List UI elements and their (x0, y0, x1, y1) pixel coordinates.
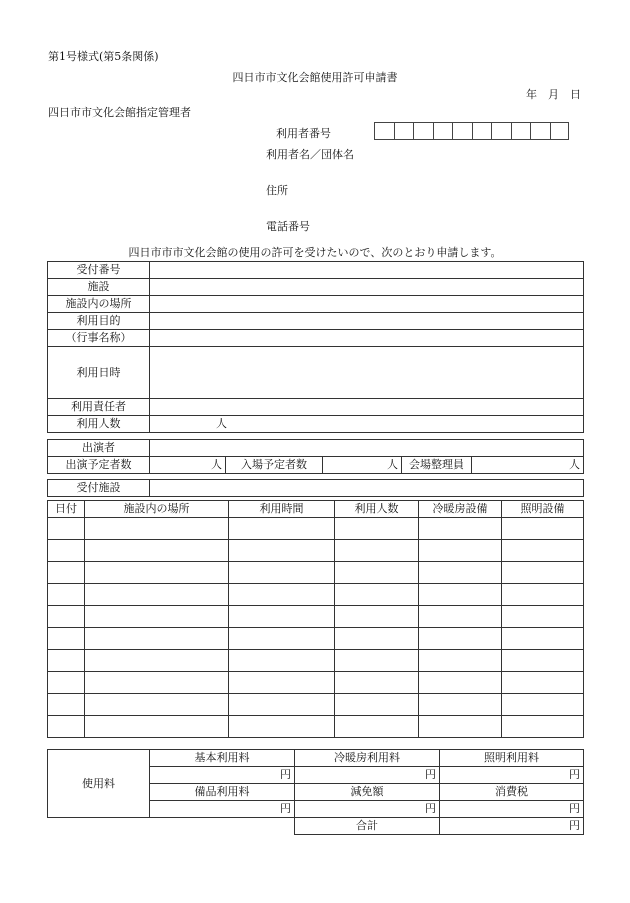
digit-box[interactable] (374, 122, 394, 140)
digit-box[interactable] (472, 122, 492, 140)
schedule-cell[interactable] (419, 650, 502, 672)
digit-box[interactable] (452, 122, 472, 140)
table-row (48, 606, 584, 628)
header-lighting: 照明設備 (502, 501, 584, 518)
reception-facility-cell[interactable] (150, 480, 584, 497)
schedule-cell[interactable] (502, 584, 584, 606)
table-row (48, 694, 584, 716)
schedule-cell[interactable] (85, 628, 229, 650)
user-name-label: 利用者名／団体名 (266, 148, 354, 161)
row-label: 施設内の場所 (48, 296, 150, 313)
planned-visitors-cell[interactable]: 人 (323, 457, 402, 474)
schedule-cell[interactable] (229, 716, 335, 738)
schedule-cell[interactable] (502, 650, 584, 672)
schedule-cell[interactable] (48, 584, 85, 606)
facility-cell[interactable] (150, 279, 584, 296)
tax-label: 消費税 (440, 784, 584, 801)
schedule-cell[interactable] (419, 518, 502, 540)
schedule-cell[interactable] (335, 716, 419, 738)
table-row (48, 562, 584, 584)
digit-box[interactable] (530, 122, 550, 140)
schedule-cell[interactable] (229, 606, 335, 628)
schedule-cell[interactable] (48, 562, 85, 584)
schedule-cell[interactable] (502, 606, 584, 628)
digit-box[interactable] (550, 122, 570, 140)
place-cell[interactable] (150, 296, 584, 313)
schedule-cell[interactable] (48, 606, 85, 628)
schedule-cell[interactable] (48, 540, 85, 562)
schedule-cell[interactable] (419, 562, 502, 584)
schedule-cell[interactable] (335, 650, 419, 672)
schedule-cell[interactable] (85, 540, 229, 562)
basic-fee-label: 基本利用料 (150, 750, 295, 767)
equipment-fee-label: 備品利用料 (150, 784, 295, 801)
row-label: 利用人数 (48, 416, 150, 433)
schedule-cell[interactable] (502, 716, 584, 738)
discount-label: 減免額 (295, 784, 440, 801)
schedule-cell[interactable] (229, 628, 335, 650)
table-row (48, 650, 584, 672)
schedule-cell[interactable] (85, 606, 229, 628)
schedule-cell[interactable] (502, 628, 584, 650)
spacer (150, 818, 295, 835)
performer-label: 出演者 (48, 440, 150, 457)
schedule-cell[interactable] (48, 694, 85, 716)
row-label: 受付番号 (48, 262, 150, 279)
digit-box[interactable] (491, 122, 511, 140)
schedule-cell[interactable] (229, 672, 335, 694)
datetime-cell[interactable] (150, 347, 584, 399)
hall-staff-cell[interactable]: 人 (472, 457, 584, 474)
header-place: 施設内の場所 (85, 501, 229, 518)
schedule-cell[interactable] (229, 584, 335, 606)
statement: 四日市市市文化会館の使用の許可を受けたいので、次のとおり申請します。 (128, 246, 502, 259)
table-row (48, 628, 584, 650)
table-row (48, 672, 584, 694)
planned-visitors-label: 入場予定者数 (226, 457, 323, 474)
schedule-cell[interactable] (419, 606, 502, 628)
table-row (48, 540, 584, 562)
schedule-cell[interactable] (335, 694, 419, 716)
people-count-cell[interactable] (150, 416, 584, 433)
performer-table (47, 439, 584, 474)
application-table (47, 261, 584, 433)
schedule-cell[interactable] (229, 562, 335, 584)
manager-cell[interactable] (150, 399, 584, 416)
schedule-cell[interactable] (502, 694, 584, 716)
user-number-boxes[interactable] (374, 122, 569, 140)
form-id: 第1号様式(第5条関係) (48, 50, 159, 63)
schedule-cell[interactable] (48, 518, 85, 540)
digit-box[interactable] (433, 122, 453, 140)
schedule-cell[interactable] (419, 540, 502, 562)
schedule-cell[interactable] (229, 694, 335, 716)
fee-table (47, 749, 584, 835)
schedule-cell[interactable] (335, 584, 419, 606)
schedule-cell[interactable] (502, 562, 584, 584)
schedule-cell[interactable] (502, 540, 584, 562)
schedule-cell[interactable] (85, 694, 229, 716)
lighting-fee-label: 照明利用料 (440, 750, 584, 767)
schedule-cell[interactable] (419, 716, 502, 738)
header-date: 日付 (48, 501, 85, 518)
table-row (48, 716, 584, 738)
schedule-cell[interactable] (85, 672, 229, 694)
planned-performers-label: 出演予定者数 (48, 457, 150, 474)
reception-facility-table (47, 479, 584, 497)
event-name-cell[interactable] (150, 330, 584, 347)
schedule-cell[interactable] (48, 650, 85, 672)
row-label: 利用日時 (48, 347, 150, 399)
reception-facility-label: 受付施設 (48, 480, 150, 497)
row-label: （行事名称） (48, 330, 150, 347)
planned-performers-cell[interactable]: 人 (150, 457, 226, 474)
schedule-cell[interactable] (85, 518, 229, 540)
phone-label: 電話番号 (266, 220, 310, 233)
hvac-fee-label: 冷暖房利用料 (295, 750, 440, 767)
header-hvac: 冷暖房設備 (419, 501, 502, 518)
table-row (48, 518, 584, 540)
schedule-cell[interactable] (48, 672, 85, 694)
schedule-table (47, 500, 584, 738)
page-title: 四日市市文化会館使用許可申請書 (232, 71, 398, 84)
schedule-cell[interactable] (229, 518, 335, 540)
row-label: 利用責任者 (48, 399, 150, 416)
schedule-cell[interactable] (419, 672, 502, 694)
schedule-cell[interactable] (502, 518, 584, 540)
row-label: 利用目的 (48, 313, 150, 330)
total-cell[interactable]: 円 (440, 818, 584, 835)
user-number-label: 利用者番号 (276, 127, 331, 140)
schedule-cell[interactable] (419, 694, 502, 716)
fee-label: 使用料 (48, 750, 150, 818)
digit-box[interactable] (394, 122, 414, 140)
schedule-cell[interactable] (335, 562, 419, 584)
row-label: 施設 (48, 279, 150, 296)
addressee: 四日市市文化会館指定管理者 (48, 106, 191, 119)
table-row (48, 584, 584, 606)
schedule-cell[interactable] (48, 716, 85, 738)
schedule-cell[interactable] (229, 650, 335, 672)
equipment-fee-cell[interactable]: 円 (150, 801, 295, 818)
lighting-fee-cell[interactable]: 円 (440, 767, 584, 784)
schedule-cell[interactable] (335, 540, 419, 562)
schedule-cell[interactable] (85, 584, 229, 606)
date-line: 年 月 日 (526, 88, 581, 101)
basic-fee-cell[interactable]: 円 (150, 767, 295, 784)
schedule-cell[interactable] (419, 628, 502, 650)
people-unit: 人 (216, 417, 227, 430)
schedule-cell[interactable] (335, 672, 419, 694)
spacer (48, 818, 150, 835)
schedule-cell[interactable] (419, 584, 502, 606)
hvac-fee-cell[interactable]: 円 (295, 767, 440, 784)
purpose-cell[interactable] (150, 313, 584, 330)
header-time: 利用時間 (229, 501, 335, 518)
total-label: 合計 (295, 818, 440, 835)
digit-box[interactable] (413, 122, 433, 140)
reception-number-cell[interactable] (150, 262, 584, 279)
schedule-cell[interactable] (85, 650, 229, 672)
schedule-cell[interactable] (335, 518, 419, 540)
schedule-cell[interactable] (48, 628, 85, 650)
digit-box[interactable] (511, 122, 531, 140)
schedule-cell[interactable] (85, 562, 229, 584)
tax-cell[interactable]: 円 (440, 801, 584, 818)
schedule-cell[interactable] (335, 628, 419, 650)
schedule-cell[interactable] (85, 716, 229, 738)
discount-cell[interactable]: 円 (295, 801, 440, 818)
schedule-cell[interactable] (229, 540, 335, 562)
hall-staff-label: 会場整理員 (402, 457, 472, 474)
schedule-cell[interactable] (335, 606, 419, 628)
header-people: 利用人数 (335, 501, 419, 518)
address-label: 住所 (266, 184, 288, 197)
performer-cell[interactable] (150, 440, 584, 457)
schedule-cell[interactable] (502, 672, 584, 694)
